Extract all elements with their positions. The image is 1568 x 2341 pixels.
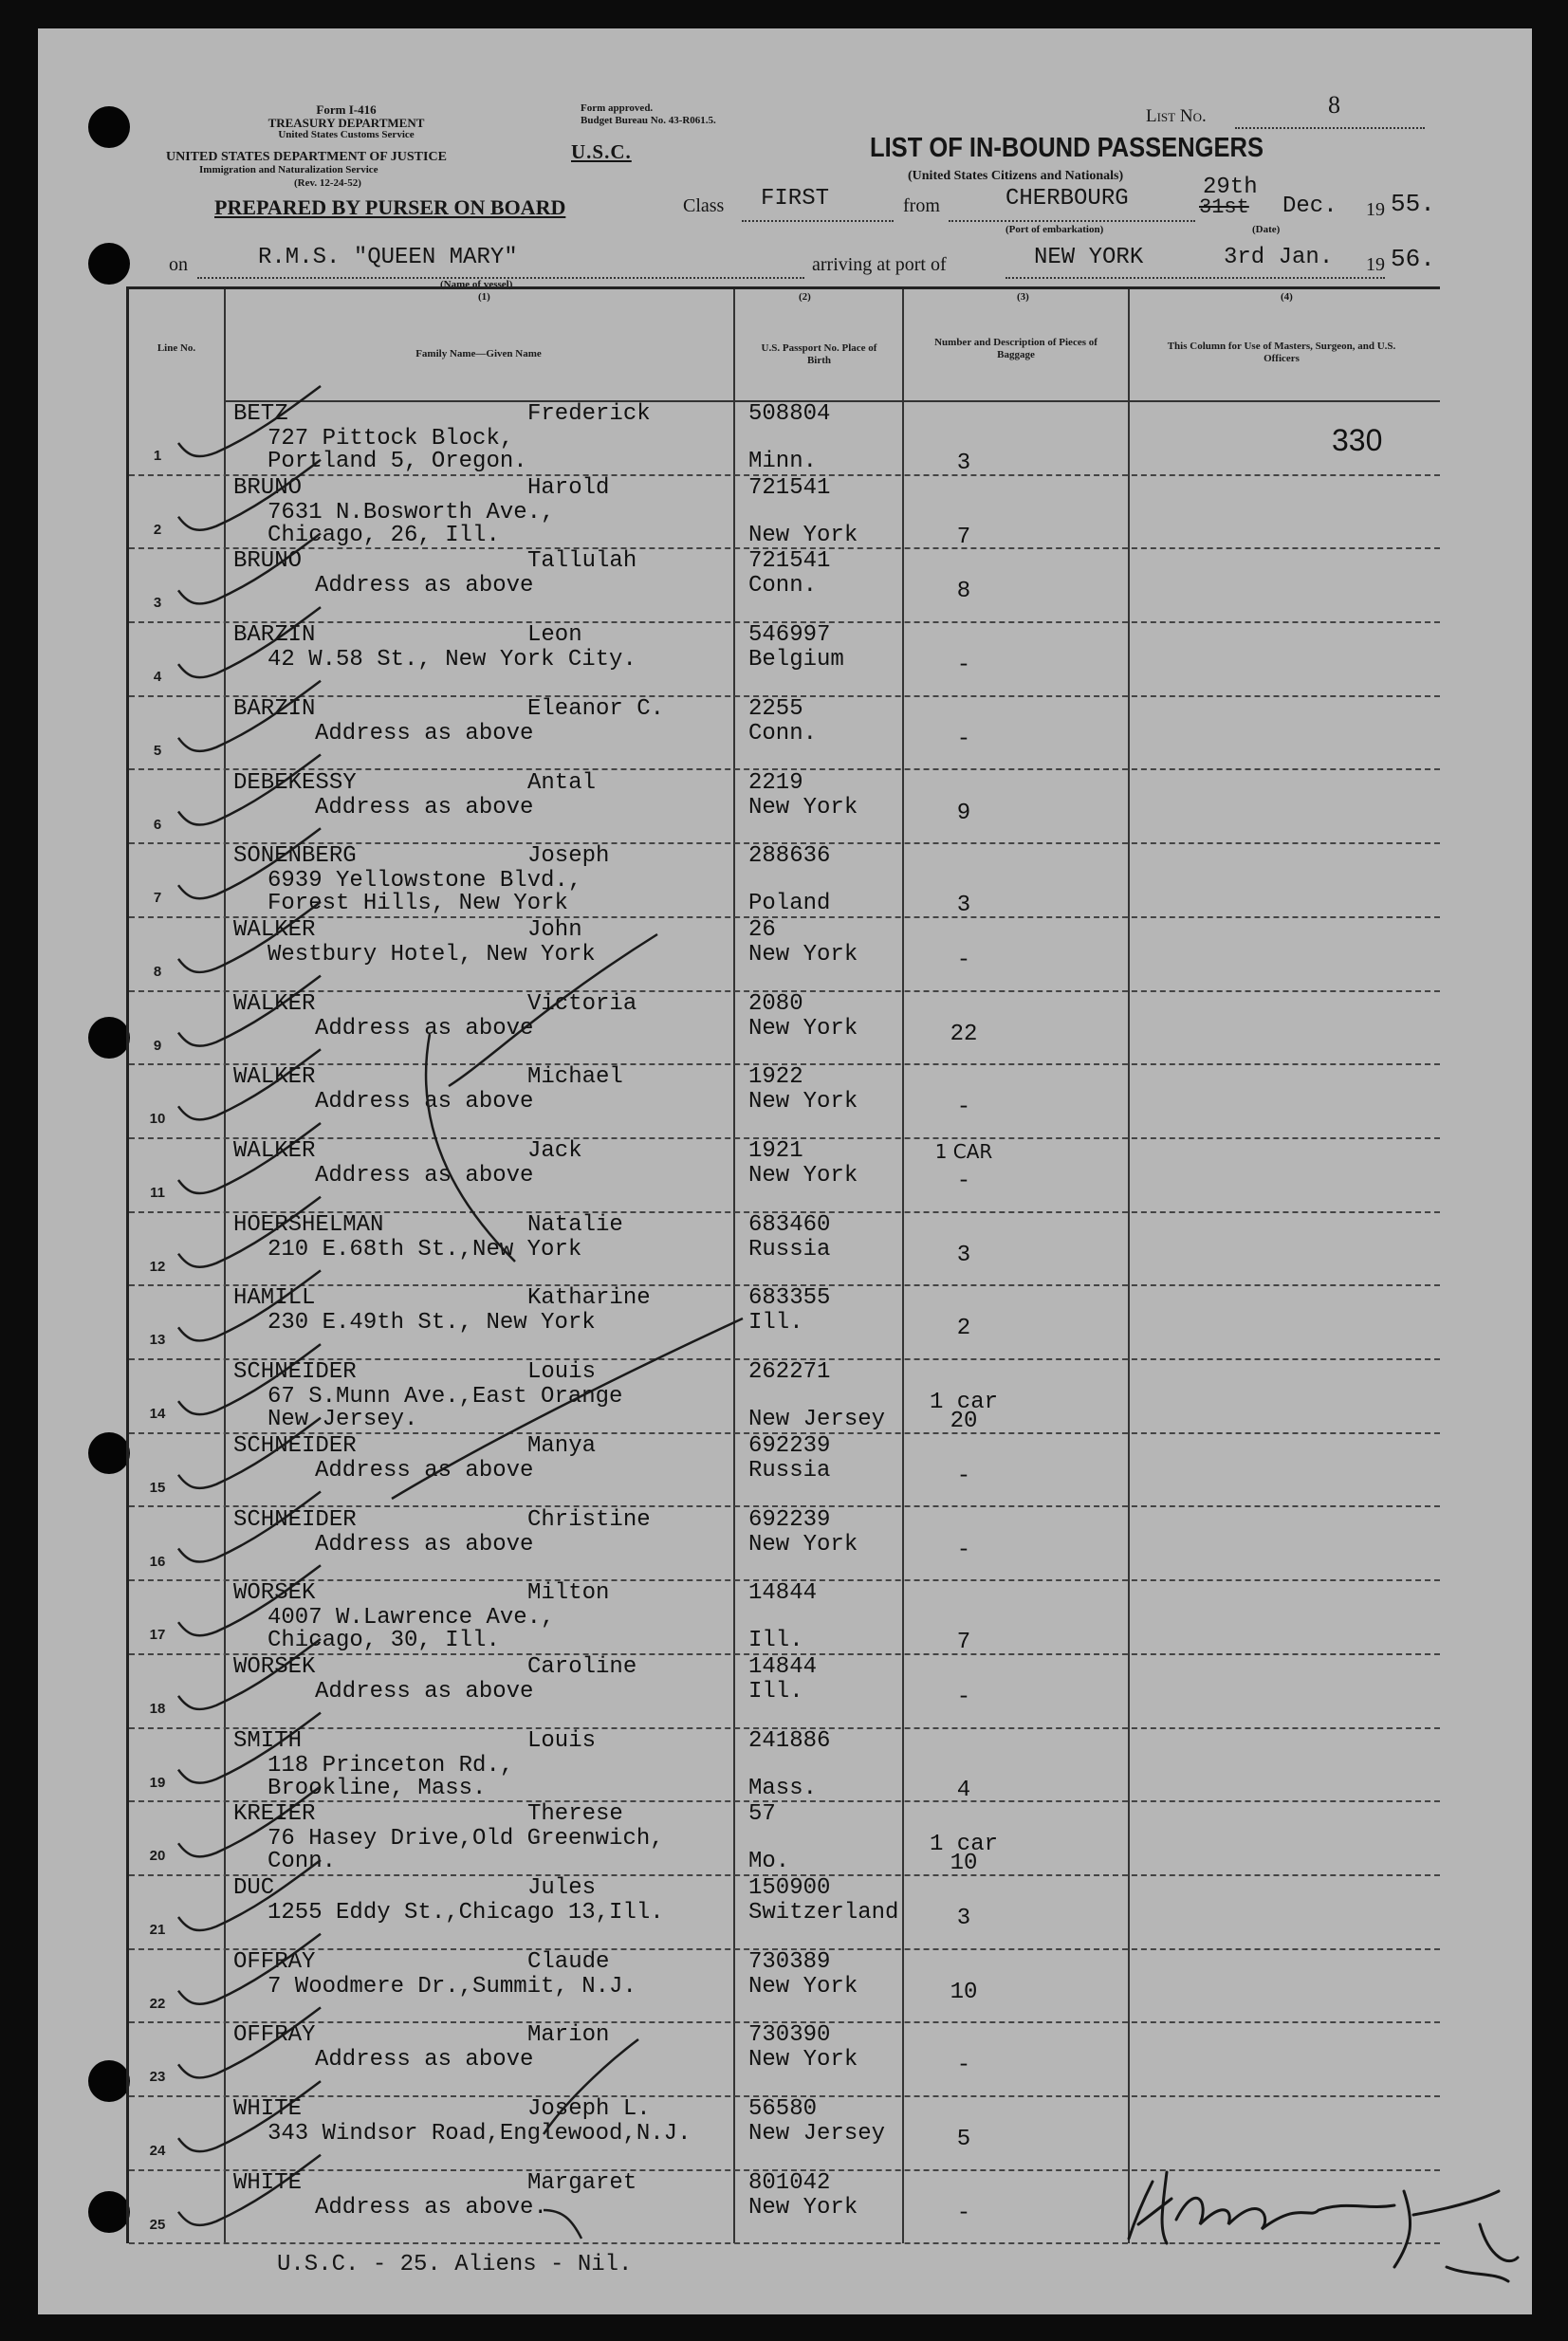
vessel-name-label: (Name of vessel): [440, 279, 513, 290]
port-embark-label: (Port of embarkation): [1005, 224, 1104, 235]
place-of-birth: Belgium: [748, 647, 844, 673]
line-number: 25: [149, 2216, 166, 2233]
family-name: WORSEK: [233, 1653, 316, 1680]
baggage-count: 9: [956, 800, 971, 826]
family-name: SCHNEIDER: [233, 1359, 357, 1386]
col-head-line: Line No.: [157, 342, 196, 354]
family-name: WALKER: [233, 1064, 316, 1091]
budget-label: Budget Bureau No. 43-R061.5.: [581, 115, 716, 126]
line-number: 13: [149, 1332, 166, 1349]
place-of-birth: New Jersey: [748, 1407, 886, 1433]
baggage-count: -: [956, 947, 971, 973]
passport-number: 56580: [748, 2096, 818, 2123]
baggage-count: 4: [956, 1777, 971, 1803]
passport-number: 26: [748, 916, 776, 943]
document-subtitle: (United States Citizens and Nationals): [908, 169, 1124, 183]
col-head-officers: This Column for Use of Masters, Surgeon, and U.S. Officers: [1167, 341, 1396, 364]
family-name: BRUNO: [233, 474, 303, 501]
line-number: 24: [149, 2143, 166, 2160]
family-name: HOERSHELMAN: [233, 1211, 384, 1238]
baggage-count: -: [956, 653, 971, 679]
given-name: Margaret: [527, 2169, 637, 2196]
passport-number: 57: [748, 1801, 776, 1828]
from-value: CHERBOURG: [1005, 186, 1129, 212]
prepared-by: PREPARED BY PURSER ON BOARD: [214, 195, 566, 219]
line-number: 14: [149, 1406, 166, 1423]
family-name: WHITE: [233, 2169, 303, 2196]
place-of-birth: New York: [748, 1531, 858, 1558]
given-name: Manya: [527, 1432, 597, 1459]
baggage-count: -: [956, 726, 971, 752]
address-line: Conn.: [267, 1849, 337, 1875]
baggage-count: 3: [956, 893, 971, 919]
line-number: 15: [149, 1479, 166, 1496]
address-line: Address as above: [315, 1678, 534, 1705]
form-number: Form I-416: [316, 102, 377, 117]
address-line: Forest Hills, New York: [267, 891, 568, 917]
given-name: Antal: [527, 769, 597, 796]
line-number: 18: [149, 1700, 166, 1717]
date-label: (Date): [1252, 224, 1281, 235]
place-of-birth: New York: [748, 941, 858, 968]
vessel-name: R.M.S. "QUEEN MARY": [258, 245, 518, 270]
baggage-count: -: [956, 1169, 971, 1194]
baggage-count: -: [956, 2200, 971, 2226]
on-label: on: [169, 254, 188, 275]
place-of-birth: New York: [748, 2194, 858, 2221]
line-number: 16: [149, 1553, 166, 1570]
passport-number: 721541: [748, 548, 831, 575]
address-line: Portland 5, Oregon.: [267, 449, 527, 474]
line-number: 11: [150, 1185, 165, 1201]
baggage-count: 10: [950, 1851, 978, 1877]
place-of-birth: New York: [748, 1015, 858, 1041]
address-line: Chicago, 30, Ill.: [267, 1628, 500, 1654]
given-name: Harold: [527, 474, 610, 501]
address-line: 4007 W.Lawrence Ave.,: [267, 1605, 555, 1631]
address-line: Address as above.: [315, 2194, 547, 2221]
baggage-count: 1 car: [929, 1832, 998, 1858]
address-line: Address as above: [315, 2047, 534, 2074]
family-name: SONENBERG: [233, 843, 357, 870]
col-number-3: (3): [1017, 291, 1029, 303]
ins-label: Immigration and Naturalization Service: [199, 164, 378, 175]
baggage-count: -: [956, 1095, 971, 1121]
passport-number: 14844: [748, 1580, 818, 1607]
address-line: 118 Princeton Rd.,: [267, 1752, 514, 1779]
family-name: DEBEKESSY: [233, 769, 357, 796]
passport-number: 730390: [748, 2022, 831, 2049]
baggage-count: 2: [956, 1316, 971, 1342]
baggage-count: 5: [956, 2127, 971, 2153]
given-name: Marion: [527, 2022, 610, 2049]
address-line: 1255 Eddy St.,Chicago 13,Ill.: [267, 1900, 664, 1926]
class-label: Class: [683, 195, 725, 216]
place-of-birth: New York: [748, 522, 858, 548]
line-number: 8: [153, 963, 162, 980]
given-name: Christine: [527, 1506, 651, 1533]
place-of-birth: Russia: [748, 1236, 831, 1263]
family-name: WALKER: [233, 990, 316, 1017]
given-name: Tallulah: [527, 548, 637, 575]
place-of-birth: Conn.: [748, 720, 818, 747]
address-line: 343 Windsor Road,Englewood,N.J.: [267, 2121, 692, 2147]
baggage-count: -: [956, 2053, 971, 2079]
baggage-count: 7: [956, 524, 971, 550]
treasury-label: TREASURY DEPARTMENT: [267, 116, 425, 130]
given-name: Caroline: [527, 1653, 637, 1680]
given-name: Therese: [527, 1801, 623, 1828]
embark-month: Dec.: [1282, 194, 1337, 219]
usc-label: U.S.C.: [571, 140, 632, 163]
line-number: 4: [153, 669, 162, 686]
arrival-date: 3rd Jan.: [1224, 245, 1334, 270]
col-number-2: (2): [799, 291, 811, 303]
place-of-birth: Conn.: [748, 573, 818, 599]
passport-number: 288636: [748, 843, 831, 870]
list-no-value: 8: [1328, 91, 1340, 119]
given-name: John: [527, 916, 582, 943]
col-head-passport: U.S. Passport No. Place of Birth: [761, 342, 877, 366]
line-number: 5: [153, 742, 162, 759]
address-line: 7 Woodmere Dr.,Summit, N.J.: [267, 1973, 636, 2000]
passport-number: 150900: [748, 1875, 831, 1901]
from-label: from: [903, 195, 940, 216]
given-name: Joseph L.: [527, 2096, 651, 2123]
line-number: 7: [153, 890, 162, 907]
embark-date-struck: 31st: [1199, 195, 1249, 219]
col-head-name: Family Name—Given Name: [415, 348, 542, 359]
baggage-count: -: [956, 1463, 971, 1489]
given-name: Katharine: [527, 1285, 651, 1312]
place-of-birth: New York: [748, 2047, 858, 2074]
arrival-port: NEW YORK: [1034, 245, 1144, 270]
baggage-count: 8: [956, 579, 971, 605]
address-line: 727 Pittock Block,: [267, 426, 514, 452]
class-value: FIRST: [761, 186, 830, 212]
place-of-birth: Poland: [748, 891, 831, 917]
passport-number: 262271: [748, 1359, 831, 1386]
given-name: Victoria: [527, 990, 637, 1017]
passport-number: 241886: [748, 1727, 831, 1754]
family-name: BARZIN: [233, 695, 316, 722]
embark-date-overwrite: 29th: [1203, 175, 1258, 200]
address-line: Chicago, 26, Ill.: [267, 522, 500, 548]
family-name: WHITE: [233, 2096, 303, 2123]
given-name: Jules: [527, 1875, 597, 1901]
passport-number: 1921: [748, 1138, 803, 1164]
family-name: SCHNEIDER: [233, 1506, 357, 1533]
baggage-count: 1 car: [929, 1390, 998, 1416]
family-name: OFFRAY: [233, 1948, 316, 1975]
place-of-birth: New York: [748, 1089, 858, 1115]
passport-number: 2219: [748, 769, 803, 796]
baggage-count: 10: [950, 1979, 978, 2005]
address-line: Address as above: [315, 720, 534, 747]
family-name: BARZIN: [233, 622, 316, 649]
document-title: LIST OF IN-BOUND PASSENGERS: [870, 133, 1264, 163]
passport-number: 692239: [748, 1432, 831, 1459]
place-of-birth: Minn.: [748, 449, 818, 474]
officer-note: 330: [1332, 423, 1383, 457]
family-name: KREIER: [233, 1801, 316, 1828]
place-of-birth: New Jersey: [748, 2121, 886, 2147]
line-number: 23: [149, 2069, 166, 2086]
given-name: Claude: [527, 1948, 610, 1975]
family-name: HAMILL: [233, 1285, 316, 1312]
address-line: Address as above: [315, 1163, 534, 1189]
baggage-count: -: [956, 1537, 971, 1563]
line-number: 22: [149, 1995, 166, 2012]
address-line: 7631 N.Bosworth Ave.,: [267, 499, 555, 525]
line-number: 19: [149, 1774, 166, 1791]
line-number: 10: [149, 1111, 166, 1128]
given-name: Frederick: [527, 401, 651, 427]
line-number: 1: [153, 448, 162, 464]
arrival-year-prefix: 19: [1366, 254, 1385, 275]
passport-number: 14844: [748, 1653, 818, 1680]
family-name: BRUNO: [233, 548, 303, 575]
given-name: Louis: [527, 1727, 597, 1754]
place-of-birth: New York: [748, 1163, 858, 1189]
approval-label: Form approved.: [581, 102, 654, 114]
address-line: 42 W.58 St., New York City.: [267, 647, 636, 673]
baggage-count: 7: [956, 1630, 971, 1656]
baggage-count: 22: [950, 1021, 978, 1047]
list-no-label: List No.: [1146, 106, 1207, 126]
passport-number: 508804: [748, 401, 831, 427]
passport-number: 683460: [748, 1211, 831, 1238]
line-number: 21: [149, 1922, 166, 1938]
line-number: 12: [149, 1258, 166, 1275]
passport-number: 801042: [748, 2169, 831, 2196]
passport-number: 2255: [748, 695, 803, 722]
address-line: Address as above: [315, 794, 534, 820]
passport-number: 721541: [748, 474, 831, 501]
arriving-label: arriving at port of: [812, 254, 947, 275]
embark-year-prefix: 19: [1366, 199, 1385, 220]
family-name: WALKER: [233, 916, 316, 943]
line-number: 9: [153, 1037, 162, 1054]
family-name: SCHNEIDER: [233, 1432, 357, 1459]
address-line: 76 Hasey Drive,Old Greenwich,: [267, 1826, 664, 1853]
address-line: Address as above: [315, 1457, 534, 1484]
col-number-1: (1): [478, 291, 490, 303]
given-name: Eleanor C.: [527, 695, 665, 722]
address-line: Address as above: [315, 1531, 534, 1558]
baggage-count: 3: [956, 1906, 971, 1931]
address-line: Address as above: [315, 573, 534, 599]
address-line: Address as above: [315, 1089, 534, 1115]
family-name: BETZ: [233, 401, 288, 427]
place-of-birth: Mass.: [748, 1775, 818, 1801]
place-of-birth: Switzerland: [748, 1900, 899, 1926]
place-of-birth: New York: [748, 794, 858, 820]
address-line: 67 S.Munn Ave.,East Orange: [267, 1384, 623, 1410]
baggage-note: 1 CAR: [934, 1140, 993, 1163]
address-line: 6939 Yellowstone Blvd.,: [267, 868, 582, 894]
given-name: Joseph: [527, 843, 610, 870]
line-number: 3: [153, 595, 162, 612]
baggage-count: 3: [956, 451, 971, 476]
place-of-birth: Ill.: [748, 1310, 803, 1336]
rev-label: (Rev. 12-24-52): [294, 177, 361, 189]
place-of-birth: New York: [748, 1973, 858, 2000]
col-head-baggage: Number and Description of Pieces of Baggage: [934, 337, 1098, 360]
family-name: WORSEK: [233, 1580, 316, 1607]
passport-number: 692239: [748, 1506, 831, 1533]
given-name: Leon: [527, 622, 582, 649]
given-name: Michael: [527, 1064, 623, 1091]
col-number-4: (4): [1281, 291, 1293, 303]
embark-year: 55.: [1391, 190, 1435, 218]
baggage-count: 20: [950, 1409, 978, 1435]
family-name: OFFRAY: [233, 2022, 316, 2049]
line-number: 20: [149, 1848, 166, 1865]
family-name: WALKER: [233, 1138, 316, 1164]
arrival-year: 56.: [1391, 245, 1435, 273]
place-of-birth: Mo.: [748, 1849, 790, 1875]
passport-number: 1922: [748, 1064, 803, 1091]
given-name: Milton: [527, 1580, 610, 1607]
family-name: DUC: [233, 1875, 275, 1901]
given-name: Natalie: [527, 1211, 623, 1238]
address-line: Westbury Hotel, New York: [267, 941, 596, 968]
address-line: 210 E.68th St.,New York: [267, 1236, 582, 1263]
passport-number: 683355: [748, 1285, 831, 1312]
address-line: 230 E.49th St., New York: [267, 1310, 596, 1336]
doj-label: UNITED STATES DEPARTMENT OF JUSTICE: [166, 150, 447, 164]
baggage-count: 3: [956, 1242, 971, 1268]
passport-number: 2080: [748, 990, 803, 1017]
place-of-birth: Ill.: [748, 1628, 803, 1654]
address-line: Address as above: [315, 1015, 534, 1041]
place-of-birth: Ill.: [748, 1678, 803, 1705]
line-number: 2: [153, 521, 162, 538]
passport-number: 730389: [748, 1948, 831, 1975]
passport-number: 546997: [748, 622, 831, 649]
baggage-count: -: [956, 1684, 971, 1710]
family-name: SMITH: [233, 1727, 303, 1754]
given-name: Louis: [527, 1359, 597, 1386]
line-number: 6: [153, 816, 162, 833]
address-line: New Jersey.: [267, 1407, 418, 1433]
line-number: 17: [149, 1627, 166, 1644]
place-of-birth: Russia: [748, 1457, 831, 1484]
footer-summary: U.S.C. - 25. Aliens - Nil.: [277, 2252, 633, 2277]
address-line: Brookline, Mass.: [267, 1775, 487, 1801]
given-name: Jack: [527, 1138, 582, 1164]
customs-label: United States Customs Service: [278, 129, 415, 140]
